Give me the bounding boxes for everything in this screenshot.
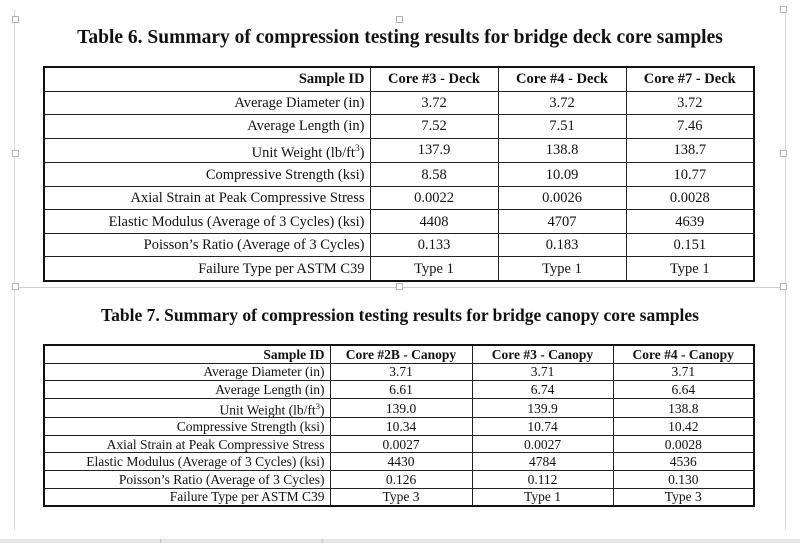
cell-value: 0.130 — [613, 471, 754, 489]
resize-handle-top[interactable] — [396, 16, 403, 23]
row-label: Average Diameter (in) — [44, 363, 330, 381]
cell-value: 10.77 — [626, 163, 754, 187]
row-label: Unit Weight $(lb/ft^3)$ — [44, 398, 330, 418]
table-row — [44, 381, 754, 399]
table-row — [44, 398, 754, 418]
table-row — [44, 488, 754, 506]
cell-value: 4707 — [498, 210, 626, 234]
cell-value: 138.8 — [498, 138, 626, 163]
cell-value: 137.9 — [370, 138, 498, 163]
cell-value: Type 1 — [498, 257, 626, 281]
table-row — [44, 453, 754, 471]
cell-value: 139.0 — [330, 398, 472, 418]
cell-value: 3.71 — [613, 363, 754, 381]
cell-value: Type 1 — [472, 488, 613, 506]
cell-value: 6.74 — [472, 381, 613, 399]
status-bar — [0, 539, 800, 543]
row-label: Unit Weight $(lb/ft^3)$ — [44, 138, 370, 163]
ruler-mark — [160, 539, 161, 543]
row-label: Compressive Strength (ksi) — [44, 163, 370, 187]
resize-handle-top-left[interactable] — [12, 16, 19, 23]
row-label: Elastic Modulus (Average of 3 Cycles) (ksi) — [44, 453, 330, 471]
row-label: Average Diameter (in) — [44, 91, 370, 115]
table-row — [44, 418, 754, 436]
cell-value: 0.151 — [626, 233, 754, 257]
cell-value: Type 3 — [613, 488, 754, 506]
row-label: Failure Type per ASTM C39 — [44, 488, 330, 506]
row-label: Axial Strain at Peak Compressive Stress — [44, 186, 370, 210]
row-label: Axial Strain at Peak Compressive Stress — [44, 435, 330, 453]
cell-value: 10.09 — [498, 163, 626, 187]
cell-value: 0.183 — [498, 233, 626, 257]
cell-value: 10.34 — [330, 418, 472, 436]
resize-handle-left[interactable] — [12, 150, 19, 157]
cell-value: 3.71 — [472, 363, 613, 381]
superscript-3: 3 — [315, 400, 320, 411]
cell-value: 0.0028 — [626, 186, 754, 210]
cell-value: 3.71 — [330, 363, 472, 381]
cell-value: 7.52 — [370, 115, 498, 139]
table-row — [44, 435, 754, 453]
row-label: Compressive Strength (ksi) — [44, 418, 330, 436]
cell-value: 139.9 — [472, 398, 613, 418]
superscript-3: 3 — [354, 143, 360, 154]
cell-value: 0.0028 — [613, 435, 754, 453]
cell-value: 3.72 — [370, 91, 498, 115]
resize-handle-bottom-right[interactable] — [780, 283, 787, 290]
table-row — [44, 138, 754, 163]
row-label: Elastic Modulus (Average of 3 Cycles) (ksi) — [44, 210, 370, 234]
cell-value: 0.0022 — [370, 186, 498, 210]
cell-value: 4536 — [613, 453, 754, 471]
cell-value: 4430 — [330, 453, 472, 471]
cell-value: 138.7 — [626, 138, 754, 163]
cell-value: 7.51 — [498, 115, 626, 139]
cell-value: Type 1 — [626, 257, 754, 281]
cell-value: 7.46 — [626, 115, 754, 139]
cell-value: 138.8 — [613, 398, 754, 418]
header-sample-id: Sample ID — [44, 67, 370, 91]
row-label: Failure Type per ASTM C39 — [44, 257, 370, 281]
table-row — [44, 186, 754, 210]
cell-value: Type 1 — [370, 257, 498, 281]
row-label: Average Length (in) — [44, 381, 330, 399]
table-header-row — [44, 345, 754, 363]
table6-caption: Table 6. Summary of compression testing results for bridge deck core samples — [77, 27, 723, 48]
cell-value: 0.0027 — [330, 435, 472, 453]
cell-value: Type 3 — [330, 488, 472, 506]
cell-value: 4408 — [370, 210, 498, 234]
row-label: Poisson’s Ratio (Average of 3 Cycles) — [44, 233, 370, 257]
cell-value: 0.0026 — [498, 186, 626, 210]
header-core-7-deck: Core #7 - Deck — [626, 67, 754, 91]
cell-value: 0.112 — [472, 471, 613, 489]
cell-value: 6.61 — [330, 381, 472, 399]
table7-canopy-results — [43, 344, 755, 507]
table-row — [44, 91, 754, 115]
table-row — [44, 257, 754, 281]
table-header-row — [44, 67, 754, 91]
row-label: Poisson’s Ratio (Average of 3 Cycles) — [44, 471, 330, 489]
cell-value: 4784 — [472, 453, 613, 471]
ruler-mark — [322, 539, 323, 543]
cell-value: 3.72 — [626, 91, 754, 115]
resize-handle-top-right[interactable] — [780, 6, 787, 13]
table7-caption: Table 7. Summary of compression testing results for bridge canopy core samples — [101, 305, 699, 325]
cell-value: 8.58 — [370, 163, 498, 187]
table-row — [44, 210, 754, 234]
cell-value: 6.64 — [613, 381, 754, 399]
cell-value: 0.0027 — [472, 435, 613, 453]
resize-handle-bottom-left[interactable] — [12, 283, 19, 290]
cell-value: 0.126 — [330, 471, 472, 489]
table-row — [44, 163, 754, 187]
header-core-3-deck: Core #3 - Deck — [370, 67, 498, 91]
cell-value: 3.72 — [498, 91, 626, 115]
resize-handle-right[interactable] — [780, 150, 787, 157]
header-core-3-canopy: Core #3 - Canopy — [472, 345, 613, 363]
table-row — [44, 363, 754, 381]
table-row — [44, 233, 754, 257]
cell-value: 0.133 — [370, 233, 498, 257]
cell-value: 10.74 — [472, 418, 613, 436]
table-row — [44, 115, 754, 139]
header-core-4-canopy: Core #4 - Canopy — [613, 345, 754, 363]
cell-value: 10.42 — [613, 418, 754, 436]
header-core-4-deck: Core #4 - Deck — [498, 67, 626, 91]
table-row — [44, 471, 754, 489]
header-sample-id: Sample ID — [44, 345, 330, 363]
cell-value: 4639 — [626, 210, 754, 234]
resize-handle-bottom[interactable] — [396, 283, 403, 290]
row-label: Average Length (in) — [44, 115, 370, 139]
header-core-2b-canopy: Core #2B - Canopy — [330, 345, 472, 363]
table6-deck-results — [43, 66, 755, 282]
